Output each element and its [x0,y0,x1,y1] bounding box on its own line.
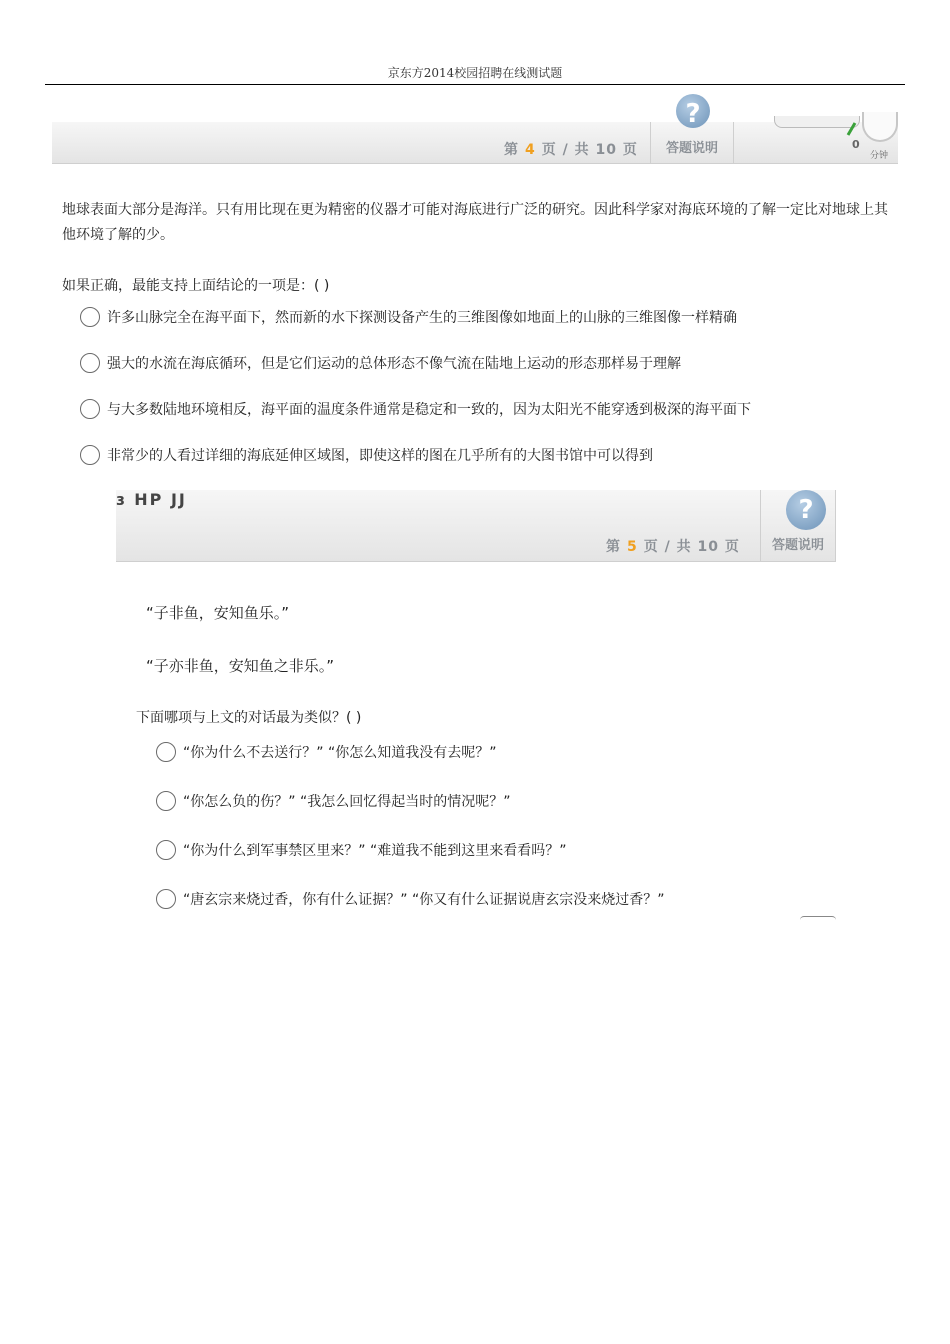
radio-button[interactable] [80,353,100,373]
timer-display [774,116,860,128]
radio-button[interactable] [156,791,176,811]
gauge-icon [862,112,898,142]
option-c[interactable] [80,399,751,419]
option-a[interactable] [80,307,737,327]
timer [752,122,898,164]
option-label: 许多山脉完全在海平面下，然而新的水下探测设备产生的三维图像如地面上的山脉的三维图像一样精确 [107,310,737,326]
page-indicator: 第 4 页 / 共 10 页 [504,142,638,158]
option-d[interactable] [80,445,653,465]
option-b[interactable] [156,791,510,811]
section-title-cut: ɜ HP ЈЈ [116,490,187,509]
help-button[interactable]: 答题说明 [760,490,836,562]
screenshot-page-4 [52,99,898,472]
option-label: “唐玄宗来烧过香，你有什么证据？” “你又有什么证据说唐玄宗没来烧过香？” [183,892,665,908]
document-header: 京东方2014校园招聘在线测试题 [45,64,905,85]
question-prompt: 如果正确，最能支持上面结论的一项是：( ) [62,278,330,294]
question-passage: 地球表面大部分是海洋。只有用比现在更为精密的仪器才可能对海底进行广泛的研究。因此科学家对海底环境的了解一定比对地球上其他环境了解的少。 [62,202,888,243]
page-indicator: 第 5 页 / 共 10 页 [606,539,740,555]
screenshot-page-5 [116,490,836,920]
option-b[interactable] [80,353,681,373]
divider [800,916,836,920]
help-icon[interactable]: ? [676,94,710,128]
help-icon[interactable]: ? [786,490,826,530]
radio-button[interactable] [156,742,176,762]
help-button[interactable]: 答题说明 [650,122,734,164]
radio-button[interactable] [80,399,100,419]
quote-line-1: “子非鱼，安知鱼乐。” [146,604,290,622]
question-prompt: 下面哪项与上文的对话最为类似？( ) [136,710,362,726]
timer-unit: 分钟 [870,151,889,161]
radio-button[interactable] [156,840,176,860]
option-a[interactable] [156,742,496,762]
option-label: 强大的水流在海底循环，但是它们运动的总体形态不像气流在陆地上运动的形态那样易于理解 [107,356,681,372]
radio-button[interactable] [156,889,176,909]
option-label: “你怎么负的伤？” “我怎么回忆得起当时的情况呢？” [183,794,511,810]
option-label: 与大多数陆地环境相反，海平面的温度条件通常是稳定和一致的，因为太阳光不能穿透到极深的海平面下 [107,402,751,418]
radio-button[interactable] [80,307,100,327]
option-label: “你为什么不去送行？” “你怎么知道我没有去呢？” [183,745,497,761]
timer-value: 0 [852,138,860,151]
option-label: 非常少的人看过详细的海底延伸区域图，即使这样的图在几乎所有的大图书馆中可以得到 [107,448,653,464]
radio-button[interactable] [80,445,100,465]
option-d[interactable] [156,889,664,909]
quote-line-2: “子亦非鱼，安知鱼之非乐。” [146,657,335,675]
option-c[interactable] [156,840,566,860]
option-label: “你为什么到军事禁区里来？” “难道我不能到这里来看看吗？” [183,843,567,859]
